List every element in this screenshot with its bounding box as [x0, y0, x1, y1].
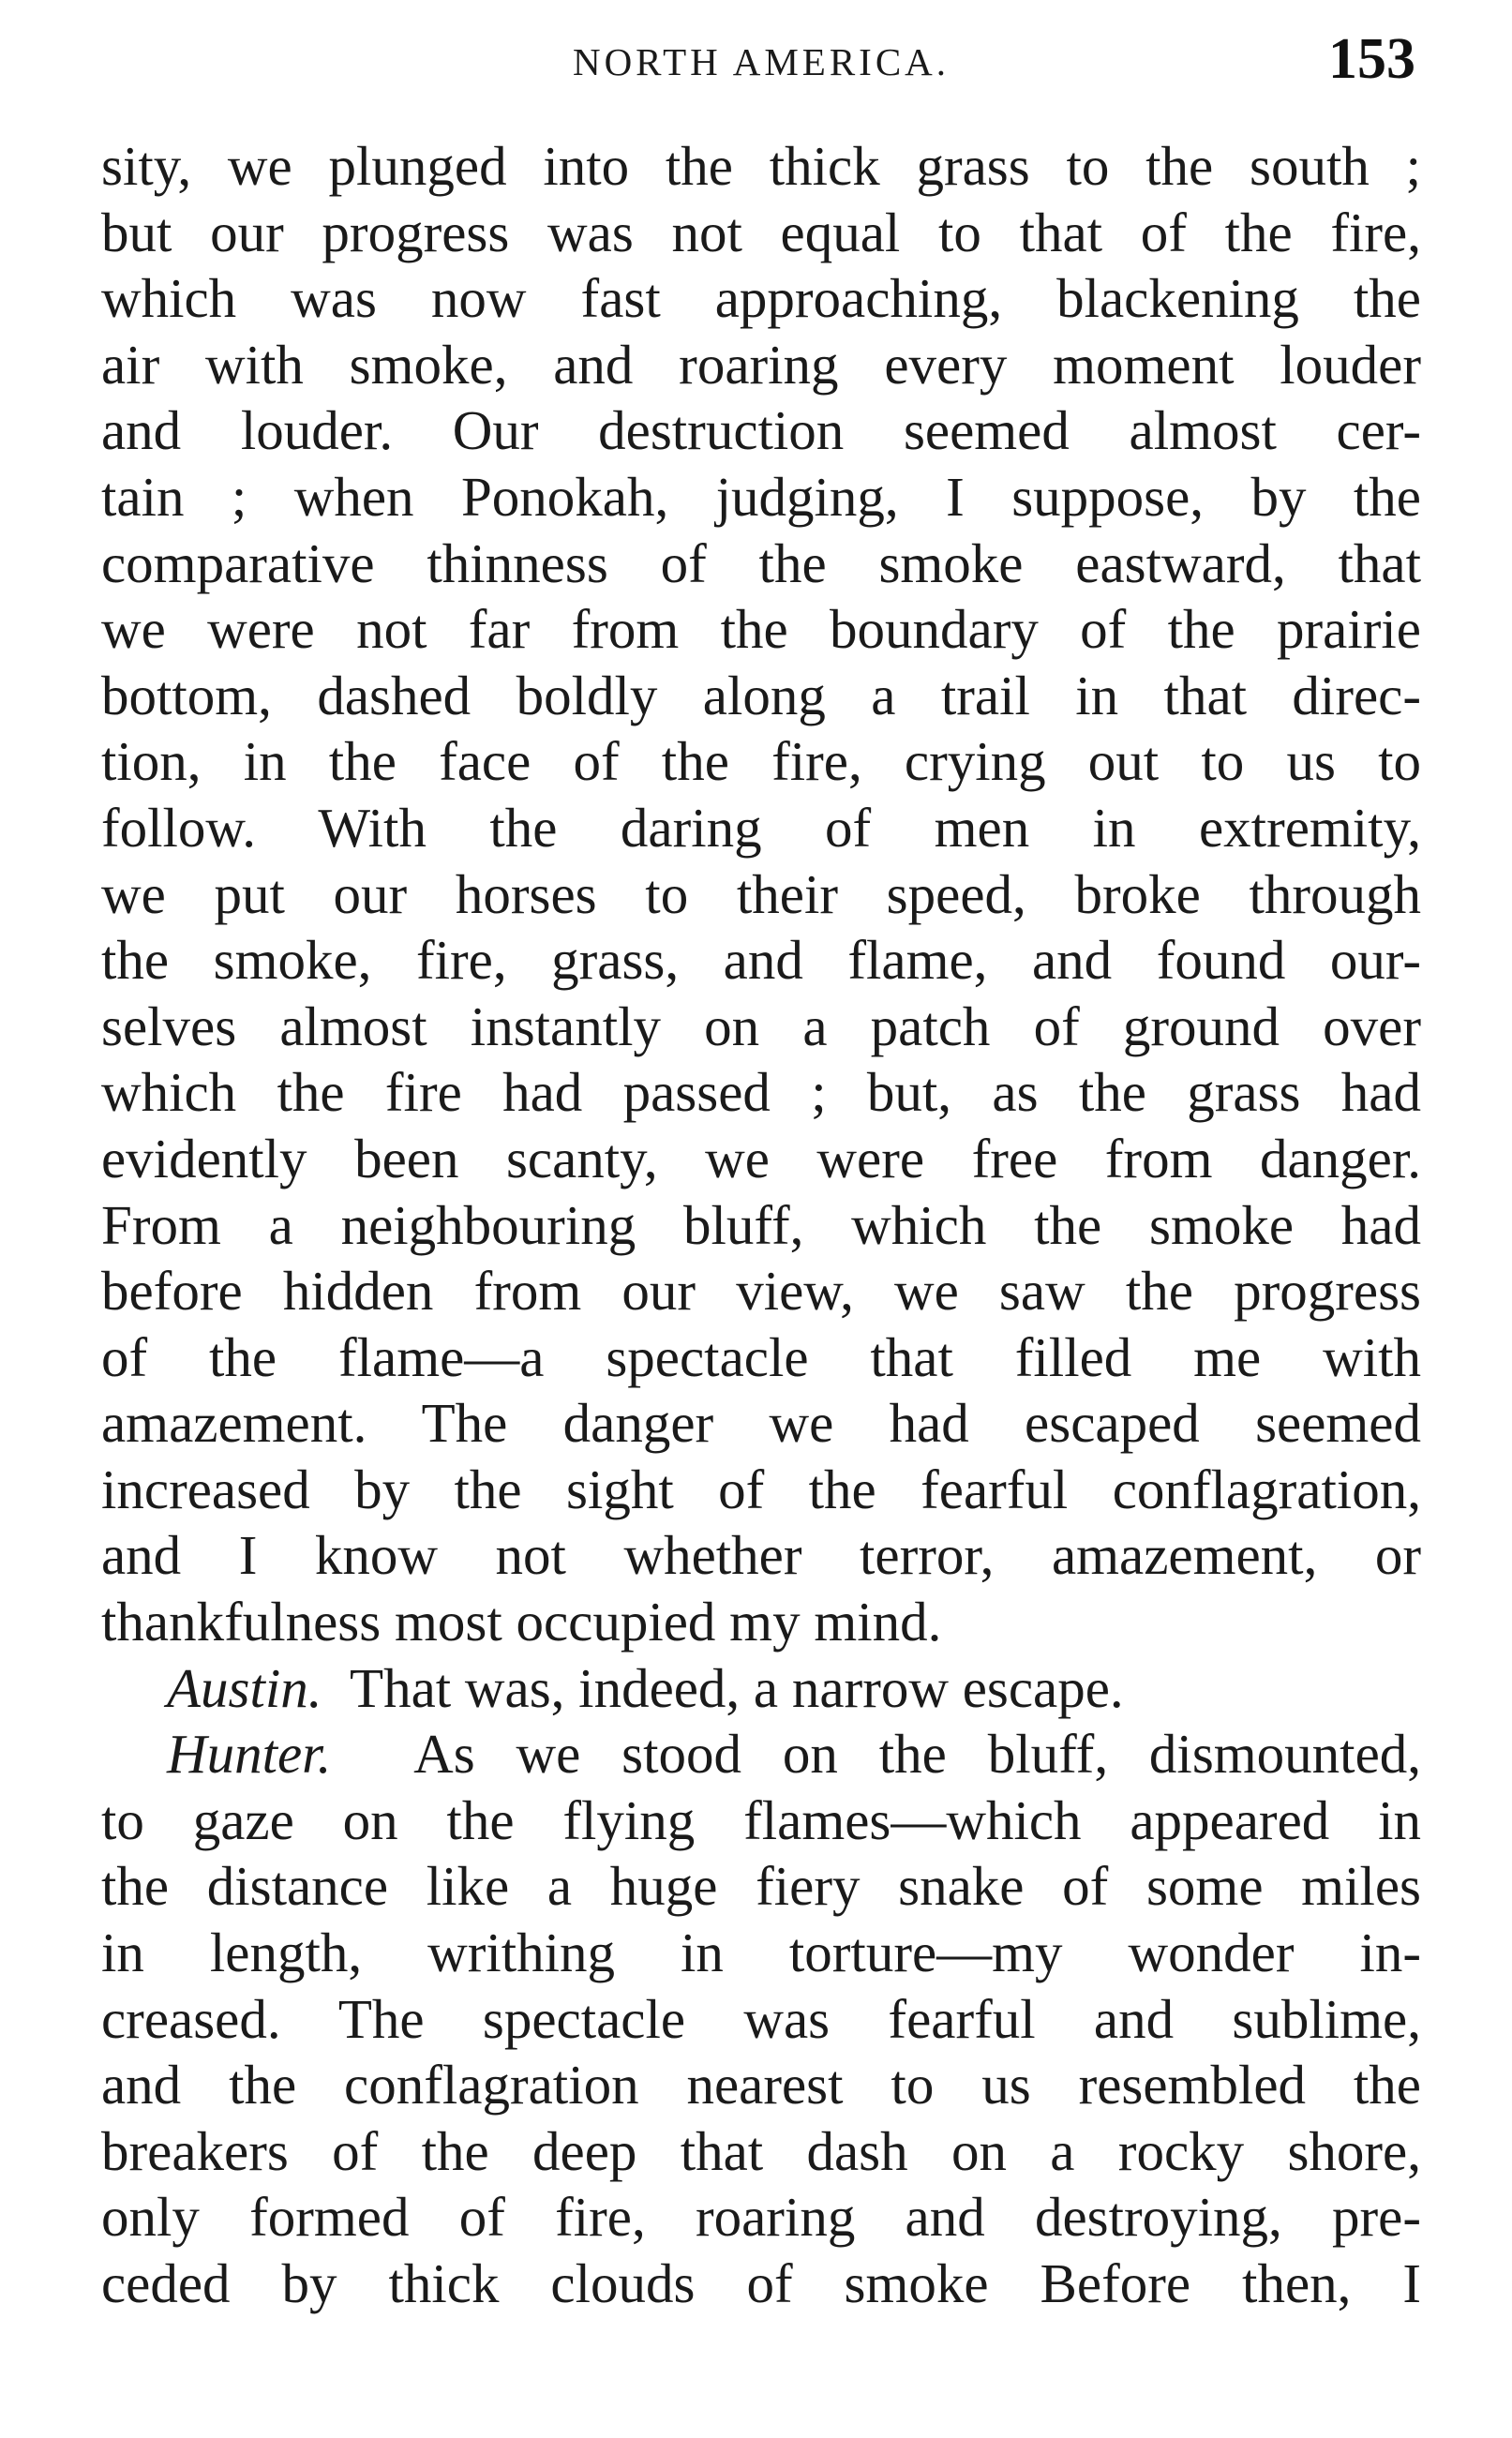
text-line: which the fire had passed ; but, as the grass had — [101, 1061, 1421, 1124]
text-line: the smoke, fire, grass, and flame, and found our- — [101, 929, 1421, 992]
text-line: sity, we plunged into the thick grass to the south ; — [101, 135, 1421, 197]
text-line: amazement. The danger we had escaped seemed — [101, 1392, 1421, 1455]
text-line: we were not far from the boundary of the prairie — [101, 598, 1421, 661]
text-line: creased. The spectacle was fearful and sublime, — [101, 1987, 1421, 2050]
text-line: to gaze on the flying flames—which appeared in — [101, 1788, 1421, 1851]
dialogue-line-austin — [101, 1655, 1421, 1722]
text-line: we put our horses to their speed, broke through — [101, 862, 1421, 925]
dialogue-line-hunter — [101, 1721, 1421, 1787]
text-line: which was now fast approaching, blackening the — [101, 267, 1421, 330]
text-line: air with smoke, and roaring every moment louder — [101, 333, 1421, 396]
text-line: From a neighbouring bluff, which the smoke had — [101, 1193, 1421, 1256]
body-text — [101, 133, 1421, 2317]
text-line: evidently been scanty, we were free from danger. — [101, 1127, 1421, 1189]
dialogue-text-hunter: As we stood on the bluff, dismounted, — [413, 1723, 1422, 1786]
speaker-name-hunter: Hunter. — [167, 1723, 332, 1786]
text-line: thankfulness most occupied my mind. — [101, 1591, 942, 1653]
text-line: ceded by thick clouds of smoke Before then, I — [101, 2252, 1421, 2314]
text-line: tion, in the face of the fire, crying out to us to — [101, 730, 1421, 793]
page-number: 153 — [1328, 27, 1415, 91]
speaker-name-austin: Austin. — [167, 1656, 322, 1719]
text-line: tain ; when Ponokah, judging, I suppose, by the — [101, 465, 1421, 528]
text-line: selves almost instantly on a patch of ground over — [101, 995, 1421, 1057]
text-line: and louder. Our destruction seemed almost cer- — [101, 399, 1421, 462]
text-line: of the flame—a spectacle that filled me with — [101, 1325, 1421, 1388]
text-line: the distance like a huge fiery snake of some miles — [101, 1855, 1421, 1918]
text-line: bottom, dashed boldly along a trail in that direc- — [101, 664, 1421, 726]
text-line: and the conflagration nearest to us resembled the — [101, 2054, 1421, 2116]
text-line: only formed of fire, roaring and destroying, pre- — [101, 2186, 1421, 2249]
text-line: increased by the sight of the fearful conflagration, — [101, 1458, 1421, 1520]
text-line: and I know not whether terror, amazement, or — [101, 1524, 1421, 1587]
text-line: comparative thinness of the smoke eastward, that — [101, 531, 1421, 594]
text-line: in length, writhing in torture—my wonder in- — [101, 1922, 1421, 1984]
running-head — [101, 21, 1421, 105]
text-line: but our progress was not equal to that of the fire, — [101, 201, 1421, 263]
running-title: NORTH AMERICA. — [572, 40, 951, 83]
text-line: breakers of the deep that dash on a rocky shore, — [101, 2119, 1421, 2182]
dialogue-text-austin: That was, indeed, a narrow escape. — [350, 1656, 1124, 1719]
text-line: follow. With the daring of men in extremity, — [101, 796, 1421, 859]
text-line: before hidden from our view, we saw the progress — [101, 1260, 1421, 1323]
